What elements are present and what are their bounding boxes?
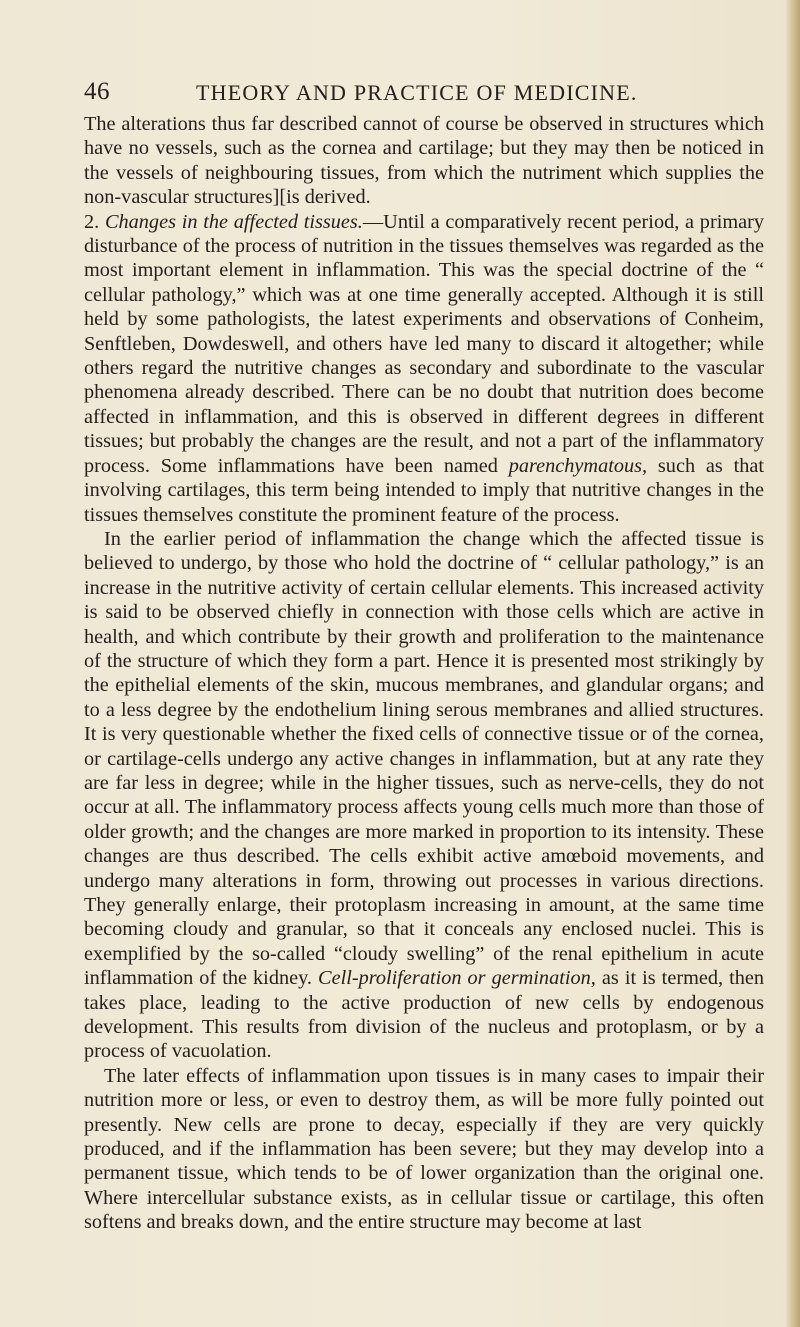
paragraph-3 [84,527,764,1064]
section-heading: Changes in the affected tissues. [104,210,363,233]
page-number: 46 [84,78,110,105]
paragraph-2-text: —Until a comparatively recent period, a primary disturbance of the process of nutrition in the tissues themselves was regarded as the most important element in inflammation. This was the special doctrine of the “ cellular pathology,” which was at one time generally accepted. Although it is still held by some pathologists, the latest experiments and observations of Conheim, Senftleben, Dowdeswell, and others have led many to discard it altogether; while others regard the nutritive changes as secondary and subordinate to the vascular phenomena already described. There can be no doubt that nutrition does become affected in inflammation, and this is observed in different degrees in different tissues; but probably the changes are the result, and not a part of the inflammatory process. Some inflammations have been named [84,210,765,477]
paragraph-2 [84,210,764,527]
page-header [84,78,736,108]
term-cell-proliferation: Cell-proliferation or germination, [318,967,596,990]
body-text [84,112,764,1235]
paragraph-3-end: as it is termed, then takes place, leading to the active production of new cells by endogenous development. This results from division of the nucleus and protoplasm, or by a process of vacuolation. [84,967,765,1063]
section-number: 2. [84,210,100,233]
paragraph-3-start: In the earlier period of inflammation the change which the affected tissue is believed to undergo, by those who hold the doctrine of “ cellular pathology,” is an increase in the nutritive activity of certain cellular elements. This increased activity is said to be observed chiefly in connection with those cells which are active in health, and which contribute by their growth and proliferation to the maintenance of the structure of which they form a part. Hence it is presented most strikingly by the epithelial elements of the skin, mucous membranes, and glandular organs; and to a less degree by the endothelium lining serous membranes and allied structures. It is very questionable whether the fixed cells of connective tissue or of the cornea, or cartilage-cells undergo any active changes in inflammation, but at any rate they are far less in degree; while in the higher tissues, such as nerve-cells, they do not occur at all. The inflammatory process affects young cells much more than those of older growth; and the changes are more marked in proportion to its intensity. These changes are thus described. The cells exhibit active amœboid movements, and undergo many alterations in form, throwing out processes in various directions. They generally enlarge, their protoplasm increasing in amount, at the same time becoming cloudy and granular, so that it conceals any enclosed nuclei. This is exemplified by the so-called “cloudy swelling” of the renal epithelium in acute inflammation of the kidney. [84,527,764,990]
term-parenchymatous: parenchymatous, [508,454,648,477]
paragraph-2-tail: such as that involving cartilages, this term being intended to imply that nutritive changes in the tissues themselves constitute the prominent feature of the process. [84,454,764,526]
page-edge [786,0,800,1327]
paragraph-1: The alterations thus far described cannot of course be observed in structures which have no vessels, such as the cornea and cartilage; but they may then be noticed in the vessels of neighbouring tissues, from which the nutriment which supplies the non-vascular structures][is derived. [84,113,764,209]
running-title: THEORY AND PRACTICE OF MEDICINE. [196,80,638,105]
paragraph-4: The later effects of inflammation upon tissues is in many cases to impair their nutrition more or less, or even to destroy them, as will be more fully pointed out presently. New cells are prone to decay, especially if they are very quickly produced, and if the inflammation has been severe; but they may develop into a permanent tissue, which tends to be of lower organization than the original one. Where intercellular substance exists, as in cellular tissue or cartilage, this often softens and breaks down, and the entire structure may become at last [84,1064,764,1234]
